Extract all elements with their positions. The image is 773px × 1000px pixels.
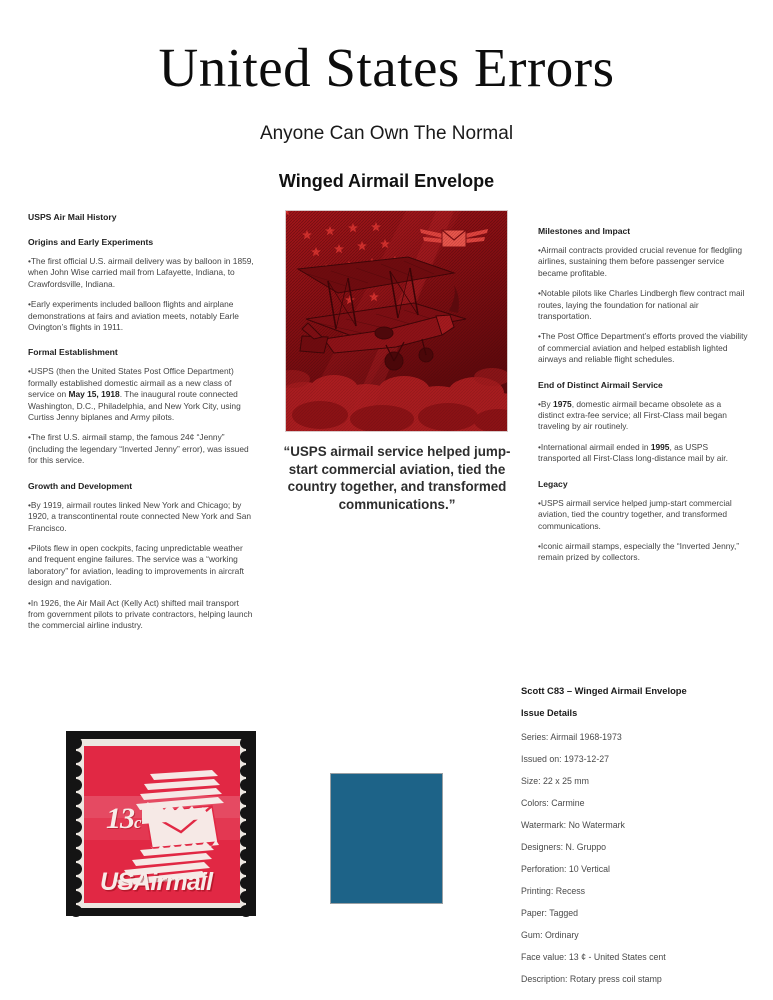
- right-column-paragraph: •By 1975, domestic airmail became obsolete as a distinct extra-fee service; all First-Class mail began traveling by air routinely.: [538, 398, 727, 432]
- stamp-perforation-hole: [70, 793, 82, 805]
- issue-detail-row: Printing: Recess: [521, 886, 586, 896]
- right-column-heading: Milestones and Impact: [538, 226, 631, 236]
- stamp-perforation-hole: [70, 877, 82, 889]
- right-column-paragraph: •Iconic airmail stamps, especially the “Inverted Jenny,” remain prized by collectors.: [538, 540, 740, 563]
- left-column-paragraph: •Pilots flew in open cockpits, facing unpredictable weather and frequent engine failures. The service was a “working laboratory” for aviation, leading to improvements in aircraft design and navigation.: [28, 542, 244, 588]
- left-column-blocks: [28, 237, 256, 632]
- stamp-perforation-hole: [70, 849, 82, 861]
- stamp-perforation-hole: [240, 821, 252, 833]
- stamp-perforation-hole: [70, 751, 82, 763]
- stamp-perforation-hole: [70, 821, 82, 833]
- stamp-perforation-hole: [240, 891, 252, 903]
- stamp-perforation-hole: [70, 737, 82, 749]
- stamp-image: [66, 731, 256, 916]
- issue-detail-row: Size: 22 x 25 mm: [521, 776, 589, 786]
- left-column-paragraph: •Early experiments included balloon flights and airplane demonstrations at fairs and aviation meets, notably Earle Ovington’s flights in 1911.: [28, 299, 239, 333]
- page-title: United States Errors: [158, 37, 615, 98]
- issue-detail-row: Gum: Ordinary: [521, 930, 579, 940]
- stamp-perforation-hole: [240, 751, 252, 763]
- right-column-heading: End of Distinct Airmail Service: [538, 379, 663, 390]
- issue-detail-row: Watermark: No Watermark: [521, 820, 625, 830]
- issue-detail-row: Paper: Tagged: [521, 908, 579, 918]
- right-column-paragraph: •Notable pilots like Charles Lindbergh flew contract mail routes, laying the foundation for national air transportation.: [538, 288, 745, 322]
- issue-detail-row: Colors: Carmine: [521, 798, 585, 808]
- stamp-perforation-hole: [70, 835, 82, 847]
- left-column-paragraph: •The first official U.S. airmail delivery was by balloon in 1859, when John Wise carried mail from Lafayette, Indiana, to Crawfordsville, Indiana.: [28, 256, 254, 289]
- issue-detail-row: Perforation: 10 Vertical: [521, 864, 610, 874]
- right-column-paragraph: •Airmail contracts provided crucial revenue for fledgling airlines, sustaining them before passenger service became profitable.: [538, 245, 743, 278]
- issue-detail-row: Designers: N. Gruppo: [521, 842, 607, 852]
- stamp-perforation-hole: [240, 779, 252, 791]
- stamp-caption: USAirmail: [100, 868, 213, 896]
- page-subtitle: Anyone Can Own The Normal: [259, 123, 514, 144]
- left-column-paragraph: •The first U.S. airmail stamp, the famous 24¢ “Jenny” (including the legendary “Inverted Jenny” error), was issued for this service.: [28, 432, 249, 466]
- stamp-perforation-hole: [240, 849, 252, 861]
- stamp-perforation-hole: [240, 905, 252, 917]
- left-text-column: [28, 212, 256, 641]
- issue-details-title: Scott C83 – Winged Airmail Envelope: [521, 685, 687, 696]
- stamp-perforation-hole: [70, 891, 82, 903]
- section-title: Winged Airmail Envelope: [278, 171, 495, 191]
- right-column-paragraph: •The Post Office Department’s efforts proved the viability of commercial aviation and helped establish lighted airways and reliable flight schedules.: [538, 331, 748, 365]
- stamp-perforation-hole: [70, 905, 82, 917]
- left-column-paragraph: •By 1919, airmail routes linked New York and Chicago; by 1920, a transcontinental route connected New York and San Francisco.: [28, 499, 252, 533]
- right-column-paragraph: •International airmail ended in 1995, as USPS transported all First-Class long-distance mail by air.: [538, 441, 728, 464]
- stamp-perforation-hole: [240, 835, 252, 847]
- issue-detail-row: Series: Airmail 1968-1973: [521, 732, 622, 742]
- issue-detail-row: Description: Rotary press coil stamp: [521, 974, 662, 984]
- stamp-perforation-hole: [240, 807, 252, 819]
- issue-detail-row: Face value: 13 ¢ - United States cent: [521, 952, 666, 962]
- left-column-paragraph: •USPS (then the United States Post Office Department) formally established domestic airmail as a new class of service on May 15, 1918. The inaugural route connected Washington, D.C., Philadelphia, and New York City, using Curtiss Jenny biplanes and Army pilots.: [28, 366, 241, 423]
- issue-detail-row: Issued on: 1973-12-27: [521, 754, 610, 764]
- poster-header: [0, 38, 773, 192]
- left-column-heading: Origins and Early Experiments: [28, 237, 154, 247]
- stamp-perforation-hole: [240, 877, 252, 889]
- stamp-paper: [76, 739, 246, 908]
- stamp-denomination: 13c: [106, 802, 141, 835]
- stamp-perforation-hole: [240, 863, 252, 875]
- stamp-perforation-hole: [70, 807, 82, 819]
- stamp-perforation-hole: [240, 765, 252, 777]
- biplane-artwork-svg: [286, 211, 507, 431]
- left-column-heading: Formal Establishment: [28, 347, 118, 358]
- stamp-perforation-hole: [70, 779, 82, 791]
- stamp-perforation-hole: [240, 793, 252, 805]
- stamp-face: [84, 746, 240, 903]
- stamp-perforation-hole: [240, 737, 252, 749]
- left-column-paragraph: •In 1926, the Air Mail Act (Kelly Act) shifted mail transport from government pilots to private contractors, helping launch the commercial airline industry.: [28, 597, 253, 631]
- issue-details-panel: [521, 684, 771, 995]
- stamp-perforation-hole: [70, 765, 82, 777]
- biplane-airmail-illustration: [285, 210, 508, 432]
- pull-quote: “USPS airmail service helped jump-start commercial aviation, tied the country together, and transformed communications.”: [283, 444, 511, 512]
- right-column-blocks: [538, 226, 748, 564]
- right-text-column: [538, 212, 748, 573]
- stamp-perforation-hole: [70, 863, 82, 875]
- right-column-heading: Legacy: [538, 478, 568, 489]
- left-column-title: USPS Air Mail History: [28, 212, 117, 222]
- issue-details-rows: [521, 731, 771, 985]
- left-column-heading: Growth and Development: [28, 480, 133, 491]
- color-swatch-blue: [330, 773, 443, 904]
- right-column-paragraph: •USPS airmail service helped jump-start commercial aviation, tied the country together, and transformed communications.: [538, 497, 732, 531]
- issue-details-subtitle: Issue Details: [521, 708, 578, 718]
